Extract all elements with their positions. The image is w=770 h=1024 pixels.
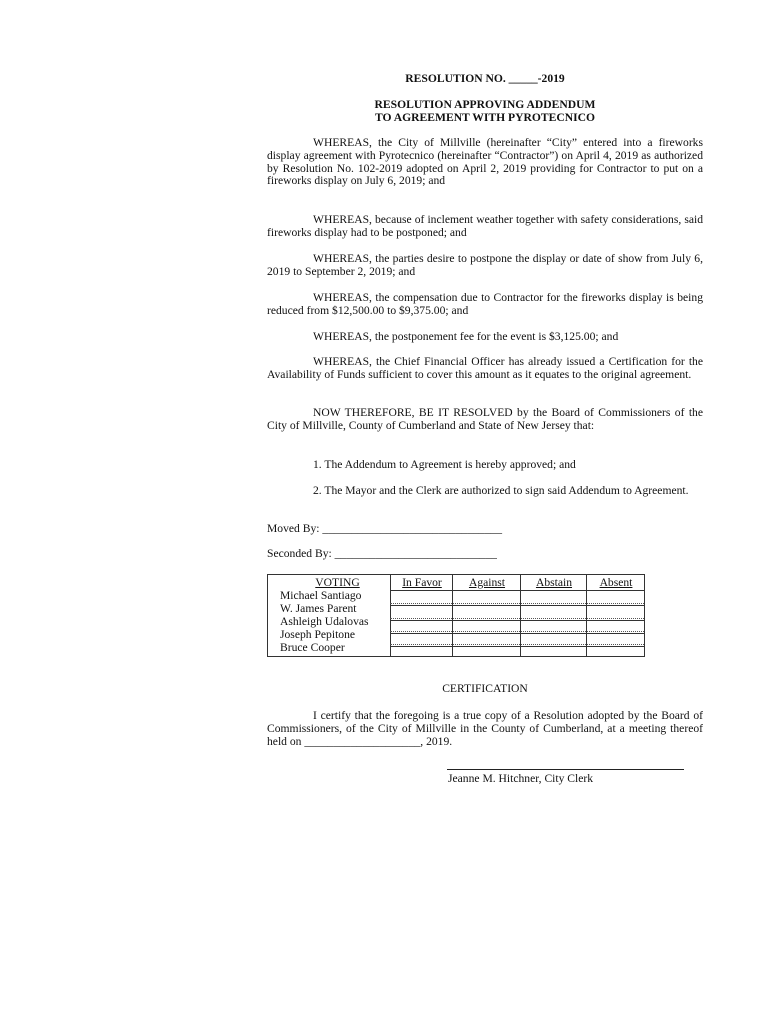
resolution-number: RESOLUTION NO. _____-2019	[405, 72, 565, 85]
seconded-by-line: Seconded By: ____________________________	[267, 547, 497, 560]
vote-row-divider	[390, 605, 644, 606]
member-name: Ashleigh Udalovas	[280, 615, 369, 628]
clerk-signature-name: Jeanne M. Hitchner, City Clerk	[448, 772, 594, 785]
vote-row-divider	[390, 644, 644, 645]
vote-row-divider	[390, 620, 644, 621]
column-header-abstain: Abstain	[535, 576, 573, 589]
vote-row-divider	[390, 631, 644, 632]
column-header-in-favor: In Favor	[402, 576, 442, 589]
column-header-absent: Absent	[599, 576, 633, 589]
now-therefore-paragraph: NOW THEREFORE, BE IT RESOLVED by the Board of Commissioners of the City of Millville, County of Cumberland and State of New Jersey that:	[267, 406, 703, 432]
voting-members-column	[280, 575, 395, 654]
member-name: Bruce Cooper	[280, 641, 345, 654]
vote-row-divider	[390, 646, 644, 647]
vote-row-divider	[390, 618, 644, 619]
resolution-title	[267, 99, 703, 125]
member-name: W. James Parent	[280, 602, 357, 615]
voting-table	[267, 574, 645, 657]
whereas-paragraph-4: WHEREAS, the compensation due to Contractor for the fireworks display is being reduced from $12,500.00 to $9,375.00; and	[267, 291, 703, 317]
certification-heading: CERTIFICATION	[442, 682, 528, 695]
vote-row-divider	[390, 633, 644, 634]
resolved-item-2: 2. The Mayor and the Clerk are authorized to sign said Addendum to Agreement.	[313, 484, 689, 497]
whereas-paragraph-5: WHEREAS, the postponement fee for the event is $3,125.00; and	[313, 330, 619, 343]
member-name: Joseph Pepitone	[280, 628, 356, 641]
whereas-paragraph-2: WHEREAS, because of inclement weather together with safety considerations, said fireworks display had to be postponed; and	[267, 213, 703, 239]
title-line-2: TO AGREEMENT WITH PYROTECNICO	[374, 110, 595, 124]
whereas-paragraph-1: WHEREAS, the City of Millville (hereinafter “City” entered into a fireworks display agreement with Pyrotecnico (hereinafter “Contractor”) on April 4, 2019 as authorized by Resolution No. 102-2019 adopted on April 2, 2019 providing for Contractor to put on a fireworks display on July 6, 2019; and	[267, 136, 703, 188]
column-header-against: Against	[468, 576, 506, 589]
resolved-item-1: 1. The Addendum to Agreement is hereby approved; and	[313, 458, 576, 471]
whereas-paragraph-6: WHEREAS, the Chief Financial Officer has already issued a Certification for the Availability of Funds sufficient to cover this amount as it equates to the original agreement.	[267, 355, 703, 381]
voting-header: VOTING	[315, 576, 360, 589]
certification-text: I certify that the foregoing is a true copy of a Resolution adopted by the Board of Commissioners, of the City of Millville in the County of Cumberland, at a meeting thereof held on ____________________, 2019.	[267, 709, 703, 748]
member-name: Michael Santiago	[280, 589, 362, 602]
moved-by-line: Moved By: _______________________________	[267, 522, 503, 535]
vote-row-divider	[390, 590, 644, 591]
title-line-1: RESOLUTION APPROVING ADDENDUM	[374, 98, 596, 111]
vote-row-divider	[390, 603, 644, 604]
whereas-paragraph-3: WHEREAS, the parties desire to postpone the display or date of show from July 6, 2019 to September 2, 2019; and	[267, 252, 703, 278]
signature-line	[447, 769, 684, 770]
